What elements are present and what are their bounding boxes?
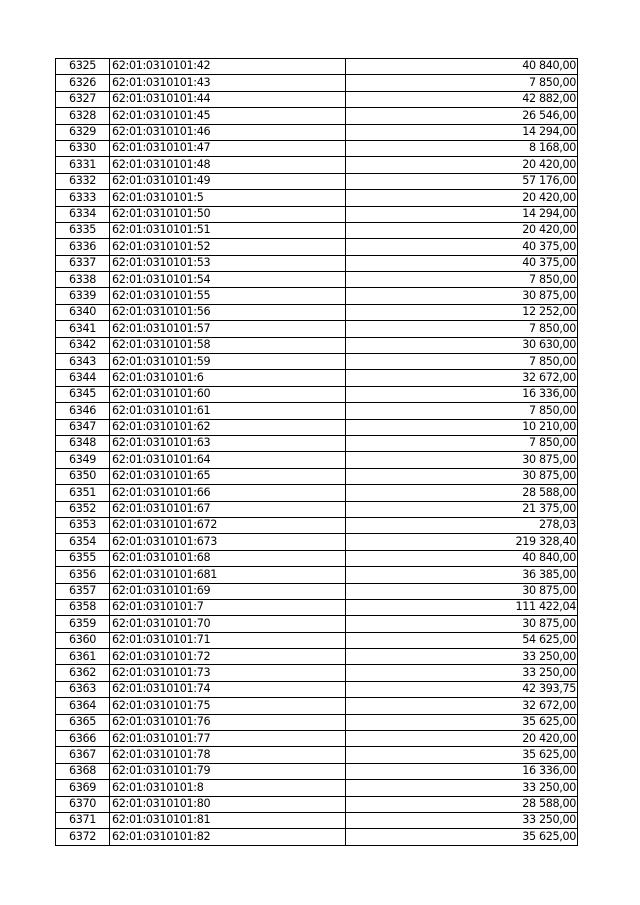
cadastral-number-cell: 62:01:0310101:5: [110, 190, 346, 206]
value-cell: 40 375,00: [346, 255, 578, 271]
value-cell: 36 385,00: [346, 567, 578, 583]
table-row: [56, 747, 578, 763]
table-row: [56, 812, 578, 828]
cadastral-number-cell: 62:01:0310101:62: [110, 419, 346, 435]
row-number-cell: 6369: [56, 780, 110, 796]
value-cell: 30 875,00: [346, 616, 578, 632]
row-number-cell: 6355: [56, 550, 110, 566]
cadastral-number-cell: 62:01:0310101:53: [110, 255, 346, 271]
cadastral-number-cell: 62:01:0310101:80: [110, 796, 346, 812]
row-number-cell: 6325: [56, 59, 110, 75]
cadastral-number-cell: 62:01:0310101:74: [110, 681, 346, 697]
cadastral-number-cell: 62:01:0310101:78: [110, 747, 346, 763]
row-number-cell: 6371: [56, 812, 110, 828]
table-row: [56, 108, 578, 124]
row-number-cell: 6338: [56, 272, 110, 288]
table-row: [56, 403, 578, 419]
table-row: [56, 517, 578, 533]
cadastral-number-cell: 62:01:0310101:672: [110, 517, 346, 533]
table-row: [56, 567, 578, 583]
cadastral-number-cell: 62:01:0310101:44: [110, 91, 346, 107]
value-cell: 7 850,00: [346, 75, 578, 91]
row-number-cell: 6343: [56, 354, 110, 370]
cadastral-number-cell: 62:01:0310101:58: [110, 337, 346, 353]
table-row: [56, 665, 578, 681]
value-cell: 42 393,75: [346, 681, 578, 697]
cadastral-number-cell: 62:01:0310101:68: [110, 550, 346, 566]
value-cell: 33 250,00: [346, 665, 578, 681]
cadastral-number-cell: 62:01:0310101:71: [110, 632, 346, 648]
row-number-cell: 6339: [56, 288, 110, 304]
row-number-cell: 6372: [56, 829, 110, 845]
cadastral-number-cell: 62:01:0310101:66: [110, 485, 346, 501]
value-cell: 7 850,00: [346, 403, 578, 419]
row-number-cell: 6350: [56, 468, 110, 484]
table-row: [56, 206, 578, 222]
cadastral-number-cell: 62:01:0310101:48: [110, 157, 346, 173]
cadastral-number-cell: 62:01:0310101:64: [110, 452, 346, 468]
table-row: [56, 501, 578, 517]
cadastral-number-cell: 62:01:0310101:65: [110, 468, 346, 484]
value-cell: 30 875,00: [346, 468, 578, 484]
row-number-cell: 6361: [56, 649, 110, 665]
cadastral-number-cell: 62:01:0310101:55: [110, 288, 346, 304]
cadastral-number-cell: 62:01:0310101:67: [110, 501, 346, 517]
row-number-cell: 6334: [56, 206, 110, 222]
row-number-cell: 6340: [56, 304, 110, 320]
cadastral-number-cell: 62:01:0310101:70: [110, 616, 346, 632]
row-number-cell: 6326: [56, 75, 110, 91]
table-row: [56, 763, 578, 779]
row-number-cell: 6331: [56, 157, 110, 173]
table-row: [56, 272, 578, 288]
value-cell: 42 882,00: [346, 91, 578, 107]
value-cell: 33 250,00: [346, 649, 578, 665]
value-cell: 278,03: [346, 517, 578, 533]
cadastral-number-cell: 62:01:0310101:76: [110, 714, 346, 730]
table-body: [56, 59, 578, 846]
table-row: [56, 829, 578, 845]
table-row: [56, 157, 578, 173]
cadastral-number-cell: 62:01:0310101:72: [110, 649, 346, 665]
table-row: [56, 321, 578, 337]
value-cell: 16 336,00: [346, 386, 578, 402]
value-cell: 40 840,00: [346, 59, 578, 75]
value-cell: 28 588,00: [346, 485, 578, 501]
value-cell: 111 422,04: [346, 599, 578, 615]
table-row: [56, 337, 578, 353]
value-cell: 35 625,00: [346, 714, 578, 730]
value-cell: 12 252,00: [346, 304, 578, 320]
table-row: [56, 140, 578, 156]
value-cell: 7 850,00: [346, 321, 578, 337]
table-row: [56, 435, 578, 451]
cadastral-number-cell: 62:01:0310101:7: [110, 599, 346, 615]
table-row: [56, 468, 578, 484]
cadastral-number-cell: 62:01:0310101:73: [110, 665, 346, 681]
table-row: [56, 386, 578, 402]
value-cell: 35 625,00: [346, 747, 578, 763]
table-row: [56, 173, 578, 189]
row-number-cell: 6348: [56, 435, 110, 451]
cadastral-number-cell: 62:01:0310101:81: [110, 812, 346, 828]
row-number-cell: 6335: [56, 222, 110, 238]
row-number-cell: 6359: [56, 616, 110, 632]
cadastral-number-cell: 62:01:0310101:54: [110, 272, 346, 288]
value-cell: 40 840,00: [346, 550, 578, 566]
row-number-cell: 6345: [56, 386, 110, 402]
table-row: [56, 485, 578, 501]
row-number-cell: 6337: [56, 255, 110, 271]
table-row: [56, 419, 578, 435]
table-row: [56, 681, 578, 697]
row-number-cell: 6370: [56, 796, 110, 812]
table-row: [56, 370, 578, 386]
cadastral-number-cell: 62:01:0310101:42: [110, 59, 346, 75]
table-row: [56, 288, 578, 304]
row-number-cell: 6329: [56, 124, 110, 140]
cadastral-number-cell: 62:01:0310101:61: [110, 403, 346, 419]
table-row: [56, 222, 578, 238]
row-number-cell: 6349: [56, 452, 110, 468]
row-number-cell: 6328: [56, 108, 110, 124]
value-cell: 30 630,00: [346, 337, 578, 353]
cadastral-number-cell: 62:01:0310101:50: [110, 206, 346, 222]
row-number-cell: 6357: [56, 583, 110, 599]
table-row: [56, 190, 578, 206]
table-row: [56, 599, 578, 615]
value-cell: 7 850,00: [346, 354, 578, 370]
value-cell: 7 850,00: [346, 272, 578, 288]
row-number-cell: 6347: [56, 419, 110, 435]
row-number-cell: 6366: [56, 731, 110, 747]
table-row: [56, 649, 578, 665]
value-cell: 33 250,00: [346, 780, 578, 796]
value-cell: 28 588,00: [346, 796, 578, 812]
cadastral-number-cell: 62:01:0310101:63: [110, 435, 346, 451]
cadastral-number-cell: 62:01:0310101:75: [110, 698, 346, 714]
table-row: [56, 698, 578, 714]
value-cell: 40 375,00: [346, 239, 578, 255]
row-number-cell: 6332: [56, 173, 110, 189]
row-number-cell: 6327: [56, 91, 110, 107]
cadastral-number-cell: 62:01:0310101:6: [110, 370, 346, 386]
value-cell: 20 420,00: [346, 731, 578, 747]
row-number-cell: 6364: [56, 698, 110, 714]
row-number-cell: 6353: [56, 517, 110, 533]
row-number-cell: 6342: [56, 337, 110, 353]
table-row: [56, 59, 578, 75]
value-cell: 21 375,00: [346, 501, 578, 517]
row-number-cell: 6367: [56, 747, 110, 763]
value-cell: 20 420,00: [346, 190, 578, 206]
table-row: [56, 714, 578, 730]
row-number-cell: 6346: [56, 403, 110, 419]
cadastral-number-cell: 62:01:0310101:45: [110, 108, 346, 124]
table-row: [56, 255, 578, 271]
table-row: [56, 632, 578, 648]
row-number-cell: 6365: [56, 714, 110, 730]
cadastral-number-cell: 62:01:0310101:82: [110, 829, 346, 845]
cadastral-number-cell: 62:01:0310101:51: [110, 222, 346, 238]
value-cell: 35 625,00: [346, 829, 578, 845]
table-row: [56, 731, 578, 747]
cadastral-number-cell: 62:01:0310101:79: [110, 763, 346, 779]
value-cell: 14 294,00: [346, 124, 578, 140]
value-cell: 57 176,00: [346, 173, 578, 189]
row-number-cell: 6352: [56, 501, 110, 517]
cadastral-number-cell: 62:01:0310101:46: [110, 124, 346, 140]
row-number-cell: 6358: [56, 599, 110, 615]
value-cell: 30 875,00: [346, 288, 578, 304]
cadastral-number-cell: 62:01:0310101:8: [110, 780, 346, 796]
table-row: [56, 550, 578, 566]
table-row: [56, 616, 578, 632]
value-cell: 54 625,00: [346, 632, 578, 648]
table-row: [56, 452, 578, 468]
cadastral-number-cell: 62:01:0310101:43: [110, 75, 346, 91]
row-number-cell: 6333: [56, 190, 110, 206]
table-row: [56, 796, 578, 812]
row-number-cell: 6336: [56, 239, 110, 255]
table-row: [56, 583, 578, 599]
table-row: [56, 354, 578, 370]
cadastral-number-cell: 62:01:0310101:52: [110, 239, 346, 255]
table-row: [56, 239, 578, 255]
value-cell: 30 875,00: [346, 452, 578, 468]
table-row: [56, 124, 578, 140]
cadastral-number-cell: 62:01:0310101:77: [110, 731, 346, 747]
value-cell: 20 420,00: [346, 222, 578, 238]
row-number-cell: 6344: [56, 370, 110, 386]
row-number-cell: 6354: [56, 534, 110, 550]
cadastral-number-cell: 62:01:0310101:57: [110, 321, 346, 337]
cadastral-value-table: [55, 58, 578, 846]
table-row: [56, 304, 578, 320]
value-cell: 219 328,40: [346, 534, 578, 550]
value-cell: 33 250,00: [346, 812, 578, 828]
row-number-cell: 6341: [56, 321, 110, 337]
cadastral-number-cell: 62:01:0310101:49: [110, 173, 346, 189]
value-cell: 20 420,00: [346, 157, 578, 173]
row-number-cell: 6330: [56, 140, 110, 156]
value-cell: 14 294,00: [346, 206, 578, 222]
row-number-cell: 6356: [56, 567, 110, 583]
row-number-cell: 6351: [56, 485, 110, 501]
cadastral-number-cell: 62:01:0310101:69: [110, 583, 346, 599]
row-number-cell: 6368: [56, 763, 110, 779]
table-row: [56, 534, 578, 550]
table-row: [56, 780, 578, 796]
value-cell: 26 546,00: [346, 108, 578, 124]
cadastral-number-cell: 62:01:0310101:673: [110, 534, 346, 550]
row-number-cell: 6363: [56, 681, 110, 697]
value-cell: 7 850,00: [346, 435, 578, 451]
cadastral-number-cell: 62:01:0310101:56: [110, 304, 346, 320]
cadastral-number-cell: 62:01:0310101:59: [110, 354, 346, 370]
cadastral-number-cell: 62:01:0310101:60: [110, 386, 346, 402]
table-row: [56, 75, 578, 91]
value-cell: 32 672,00: [346, 698, 578, 714]
value-cell: 16 336,00: [346, 763, 578, 779]
table-row: [56, 91, 578, 107]
value-cell: 10 210,00: [346, 419, 578, 435]
value-cell: 32 672,00: [346, 370, 578, 386]
value-cell: 8 168,00: [346, 140, 578, 156]
cadastral-number-cell: 62:01:0310101:681: [110, 567, 346, 583]
row-number-cell: 6362: [56, 665, 110, 681]
cadastral-number-cell: 62:01:0310101:47: [110, 140, 346, 156]
value-cell: 30 875,00: [346, 583, 578, 599]
row-number-cell: 6360: [56, 632, 110, 648]
